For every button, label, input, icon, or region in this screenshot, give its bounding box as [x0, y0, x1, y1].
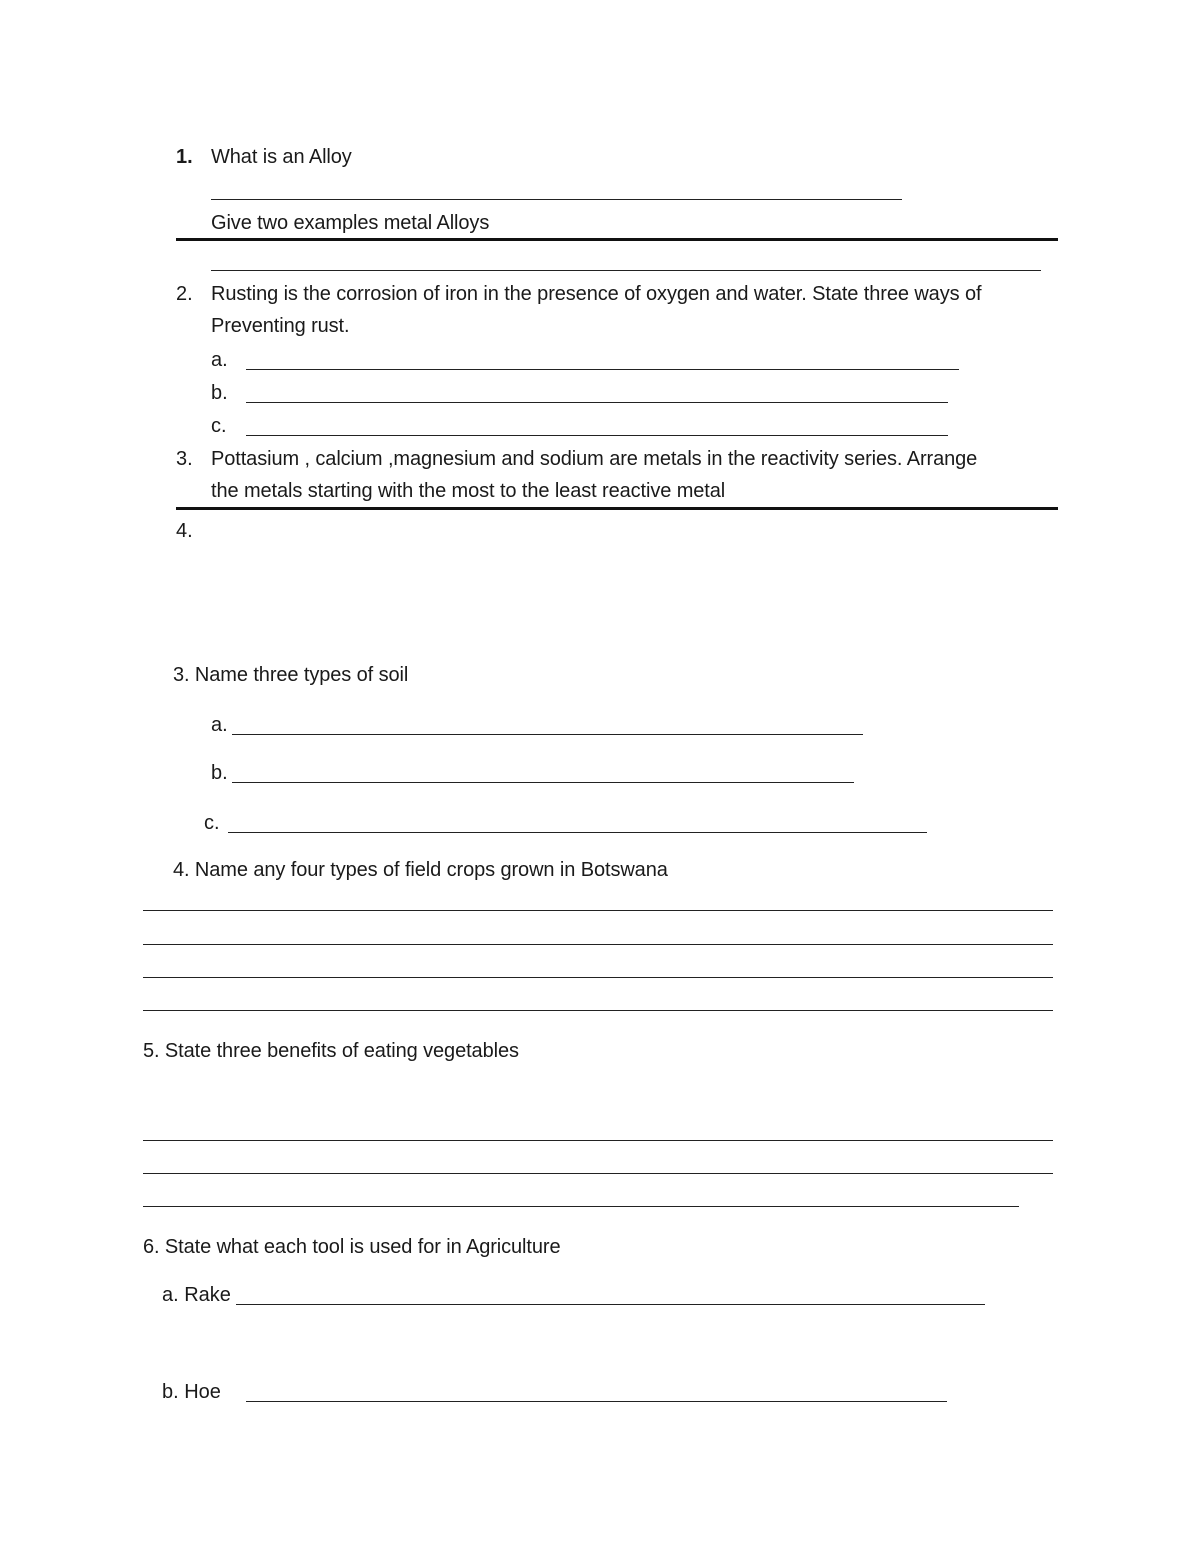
q1-sub-question: Give two examples metal Alloys — [211, 212, 490, 234]
q3a-number: 3. — [176, 448, 193, 470]
q2-number: 2. — [176, 283, 193, 305]
q6-item-hoe-line[interactable] — [246, 1401, 947, 1402]
q3b-item-a-label: a. — [211, 714, 228, 736]
q2-item-a-label: a. — [211, 349, 228, 371]
q2-question-line1: Rusting is the corrosion of iron in the presence of oxygen and water. State three ways of — [211, 283, 982, 305]
q3a-question-line1: Pottasium , calcium ,magnesium and sodium are metals in the reactivity series. Arrange — [211, 448, 978, 470]
q1-examples-line[interactable] — [211, 270, 1041, 271]
q3b-item-b-label: b. — [211, 762, 228, 784]
q5-answer-line-3[interactable] — [143, 1206, 1019, 1207]
q2-item-c-line[interactable] — [246, 435, 948, 436]
q1-answer-line[interactable] — [211, 199, 902, 200]
section-divider-1 — [176, 238, 1058, 241]
q2-item-c-label: c. — [211, 415, 227, 437]
section-divider-2 — [176, 507, 1058, 510]
q2-item-b-line[interactable] — [246, 402, 948, 403]
q4b-question: 4. Name any four types of field crops grown in Botswana — [173, 859, 668, 881]
q2-item-a-line[interactable] — [246, 369, 959, 370]
q6-item-hoe-label: b. Hoe — [162, 1381, 221, 1403]
q4b-answer-line-4[interactable] — [143, 1010, 1053, 1011]
q2-question-line2: Preventing rust. — [211, 315, 350, 337]
q3a-question-line2: the metals starting with the most to the least reactive metal — [211, 480, 726, 502]
q3b-item-c-label: c. — [204, 812, 220, 834]
q4b-answer-line-2[interactable] — [143, 944, 1053, 945]
q6-question: 6. State what each tool is used for in Agriculture — [143, 1236, 561, 1258]
q3b-item-c-line[interactable] — [228, 832, 927, 833]
q2-item-b-label: b. — [211, 382, 228, 404]
q4b-answer-line-1[interactable] — [143, 910, 1053, 911]
q4b-answer-line-3[interactable] — [143, 977, 1053, 978]
q6-item-rake-label: a. Rake — [162, 1284, 231, 1306]
q5-answer-line-1[interactable] — [143, 1140, 1053, 1141]
q5-question: 5. State three benefits of eating vegetables — [143, 1040, 519, 1062]
q1-question: What is an Alloy — [211, 146, 352, 168]
q1-number: 1. — [176, 146, 193, 168]
q6-item-rake-line[interactable] — [236, 1304, 985, 1305]
q3b-question: 3. Name three types of soil — [173, 664, 409, 686]
q5-answer-line-2[interactable] — [143, 1173, 1053, 1174]
q4a-number: 4. — [176, 520, 193, 542]
q3b-item-a-line[interactable] — [232, 734, 863, 735]
q3b-item-b-line[interactable] — [232, 782, 854, 783]
